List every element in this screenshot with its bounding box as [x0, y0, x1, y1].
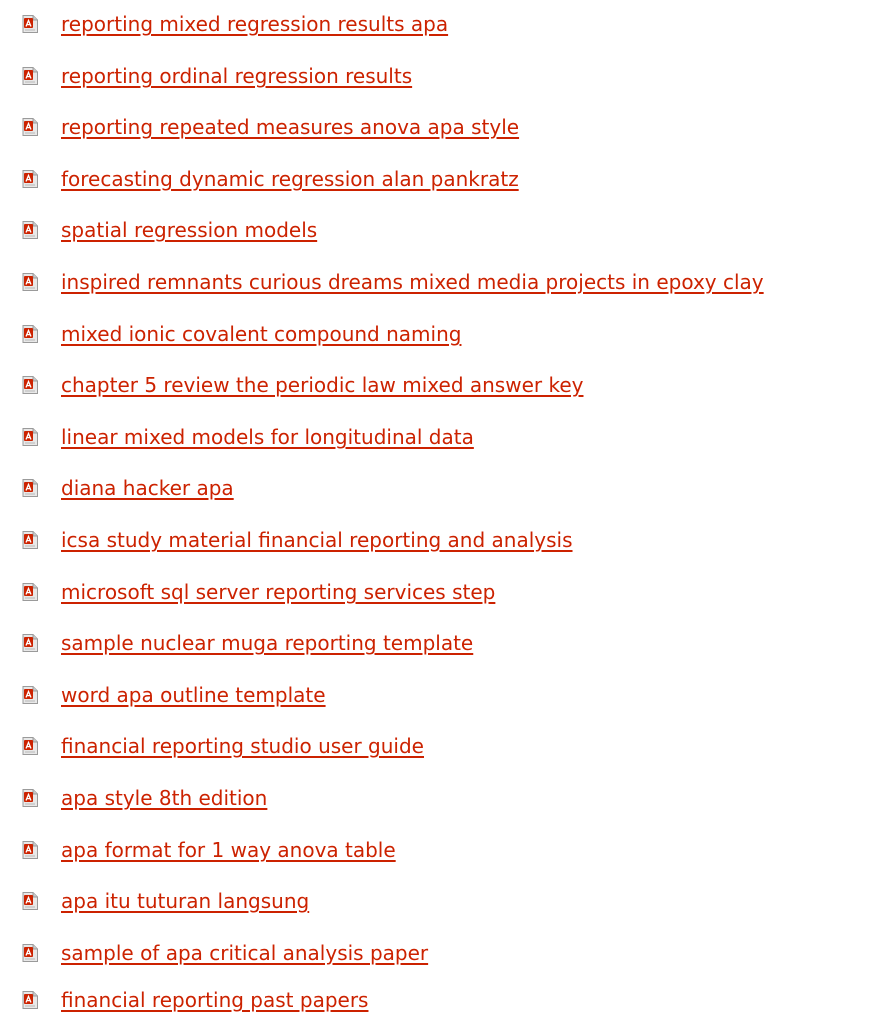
list-item: [22, 520, 573, 560]
pdf-file-icon: [22, 944, 38, 962]
list-item: [22, 159, 519, 199]
document-link[interactable]: apa style 8th edition: [61, 786, 268, 810]
pdf-file-icon: [22, 686, 38, 704]
document-link[interactable]: apa itu tuturan langsung: [61, 889, 310, 913]
list-item: [22, 468, 234, 508]
list-item: [22, 980, 368, 1020]
document-link[interactable]: financial reporting past papers: [61, 988, 369, 1012]
pdf-file-icon: [22, 737, 38, 755]
list-item: [22, 726, 424, 766]
pdf-file-icon: [22, 991, 38, 1009]
pdf-file-icon: [22, 325, 38, 343]
pdf-file-icon: [22, 531, 38, 549]
pdf-file-icon: [22, 67, 38, 85]
list-item: [22, 4, 448, 44]
pdf-file-icon: [22, 479, 38, 497]
document-link[interactable]: financial reporting studio user guide: [61, 734, 424, 758]
document-link[interactable]: diana hacker apa: [61, 476, 234, 500]
pdf-file-icon: [22, 15, 38, 33]
list-item: [22, 210, 317, 250]
list-item: [22, 881, 309, 921]
document-link[interactable]: reporting repeated measures anova apa style: [61, 115, 520, 139]
document-link[interactable]: sample of apa critical analysis paper: [61, 941, 429, 965]
pdf-file-icon: [22, 428, 38, 446]
list-item: [22, 572, 495, 612]
pdf-file-icon: [22, 583, 38, 601]
document-link[interactable]: reporting mixed regression results apa: [61, 12, 449, 36]
document-link[interactable]: sample nuclear muga reporting template: [61, 631, 474, 655]
list-item: [22, 830, 396, 870]
list-item: [22, 314, 461, 354]
pdf-file-icon: [22, 376, 38, 394]
list-item: [22, 107, 519, 147]
document-link[interactable]: chapter 5 review the periodic law mixed answer key: [61, 373, 584, 397]
list-item: [22, 675, 326, 715]
document-link[interactable]: word apa outline template: [61, 683, 326, 707]
pdf-file-icon: [22, 892, 38, 910]
list-item: [22, 417, 474, 457]
document-link[interactable]: reporting ordinal regression results: [61, 64, 413, 88]
document-link[interactable]: microsoft sql server reporting services step: [61, 580, 496, 604]
pdf-file-icon: [22, 841, 38, 859]
pdf-file-icon: [22, 273, 38, 291]
list-item: [22, 623, 473, 663]
document-link[interactable]: forecasting dynamic regression alan pankratz: [61, 167, 519, 191]
list-item: [22, 933, 428, 973]
document-link[interactable]: inspired remnants curious dreams mixed media projects in epoxy clay: [61, 270, 764, 294]
document-link[interactable]: linear mixed models for longitudinal data: [61, 425, 474, 449]
document-link[interactable]: mixed ionic covalent compound naming: [61, 322, 462, 346]
document-link[interactable]: spatial regression models: [61, 218, 318, 242]
document-link[interactable]: icsa study material financial reporting and analysis: [61, 528, 573, 552]
pdf-file-icon: [22, 789, 38, 807]
list-item: [22, 365, 583, 405]
document-link[interactable]: apa format for 1 way anova table: [61, 838, 396, 862]
pdf-file-icon: [22, 634, 38, 652]
pdf-file-icon: [22, 118, 38, 136]
list-item: [22, 56, 412, 96]
list-item: [22, 778, 267, 818]
pdf-file-icon: [22, 170, 38, 188]
list-item: [22, 262, 764, 302]
pdf-file-icon: [22, 221, 38, 239]
